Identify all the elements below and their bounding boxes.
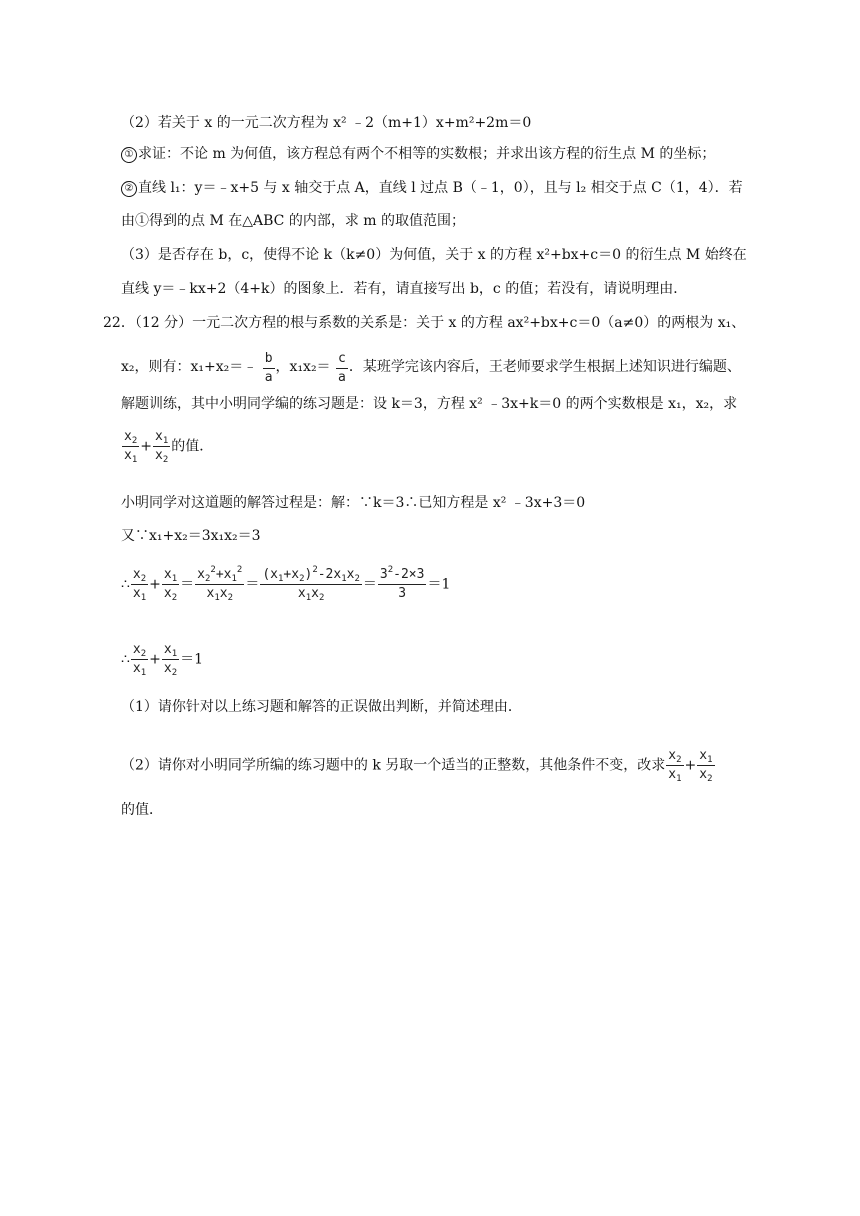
q22-line1: 22．（12 分）一元二次方程的根与系数的关系是：关于 x 的方程 ax²+bx+c＝0（a≠0）的两根为 x₁、 (103, 315, 746, 331)
q22-solution-equation: ∴ $\frac{x_2}{x_1}$ + $\frac{x_1}{x_2}$ ＝ $\frac{x_2^2+x_1^2}{x_1x_2}$ ＝ $\frac{(x_1+x_2)^2-2x_1x_2}{x_1x_2}$ ＝ $\frac{3^2-2\times 3}{3}$ ＝1 (121, 565, 451, 603)
fraction-x1-over-x2: $\frac{x_1}{x_2}$ (163, 567, 178, 603)
circled-one-icon: ① (121, 147, 137, 163)
fraction-x1-over-x2: $\frac{x_1}{x_2}$ (154, 429, 169, 465)
fraction-x2-over-x1: $\frac{x_2}{x_1}$ (124, 429, 138, 465)
fraction-x1-over-x2: $\frac{x_1}{x_2}$ (163, 642, 178, 678)
fraction-numeric: $\frac{3^2-2\times 3}{3}$ (379, 565, 425, 601)
fraction-sum-of-squares: $\frac{x_2^2+x_1^2}{x_1x_2}$ (197, 565, 243, 603)
q21-sub2-line2: 由①得到的点 M 在△ABC 的内部，求 m 的取值范围； (121, 213, 465, 229)
question-number: 22． (103, 315, 135, 331)
fraction-x2-over-x1: $\frac{x_2}{x_1}$ (668, 748, 682, 784)
q21-part2-intro: （2）若关于 x 的一元二次方程为 x² ﹣2（m+1）x+m²+2m＝0 (121, 115, 532, 131)
q22-solution-intro: 小明同学对这道题的解答过程是：解：∵k＝3∴已知方程是 x² ﹣3x+3＝0 (121, 495, 586, 511)
q22-ask2: （2）请你对小明同学所编的练习题中的 k 另取一个适当的正整数，其他条件不变，改求 $\frac{x_2}{x_1}$ + $\frac{x_1}{x_2}$ (121, 748, 713, 784)
question-score: （12 分） (134, 315, 193, 331)
q21-sub1: ① 求证：不论 m 为何值，该方程总有两个不相等的实数根；并求出该方程的衍生点 M 的坐标； (121, 144, 715, 164)
q22-line2: x₂，则有：x₁+x₂＝﹣ $\frac{b}{a}$ ，x₁x₂＝ $\frac{c}{a}$ ．某班学完该内容后，王老师要求学生根据上述知识进行编题、 (121, 351, 741, 385)
q22-ask1: （1）请你针对以上练习题和解答的正误做出判断，并简述理由． (121, 699, 522, 715)
q22-solution-line2: 又∵x₁+x₂＝3x₁x₂＝3 (121, 528, 261, 544)
q22-line3: 解题训练，其中小明同学编的练习题是：设 k＝3，方程 x² ﹣3x+k＝0 的两个实数根是 x₁，x₂，求 (121, 396, 738, 412)
q22-ask2-tail: 的值． (121, 802, 163, 818)
fraction-x2-over-x1: $\frac{x_2}{x_1}$ (132, 567, 147, 603)
fraction-b-over-a: $\frac{b}{a}$ (264, 351, 273, 385)
circled-two-icon: ② (121, 181, 137, 197)
q22-line4: $\frac{x_2}{x_1}$ + $\frac{x_1}{x_2}$ 的值． (124, 429, 214, 465)
fraction-x1-over-x2: $\frac{x_1}{x_2}$ (699, 748, 713, 784)
q21-sub2-line1: ② 直线 l₁：y＝﹣x+5 与 x 轴交于点 A，直线 l 过点 B（﹣1，0），且与 l₂ 相交于点 C（1，4）．若 (121, 178, 743, 198)
fraction-identity: $\frac{(x_1+x_2)^2-2x_1x_2}{x_1x_2}$ (262, 565, 360, 603)
fraction-c-over-a: $\frac{c}{a}$ (338, 351, 346, 385)
q21-part3-line2: 直线 y＝﹣kx+2（4+k）的图象上．若有，请直接写出 b，c 的值；若没有，请说明理由． (121, 281, 688, 297)
q22-solution-conclusion: ∴ $\frac{x_2}{x_1}$ + $\frac{x_1}{x_2}$ ＝1 (121, 642, 204, 678)
fraction-x2-over-x1: $\frac{x_2}{x_1}$ (132, 642, 147, 678)
q21-part3-line1: （3）是否存在 b，c，使得不论 k（k≠0）为何值，关于 x 的方程 x²+bx+c＝0 的衍生点 M 始终在 (121, 247, 747, 263)
